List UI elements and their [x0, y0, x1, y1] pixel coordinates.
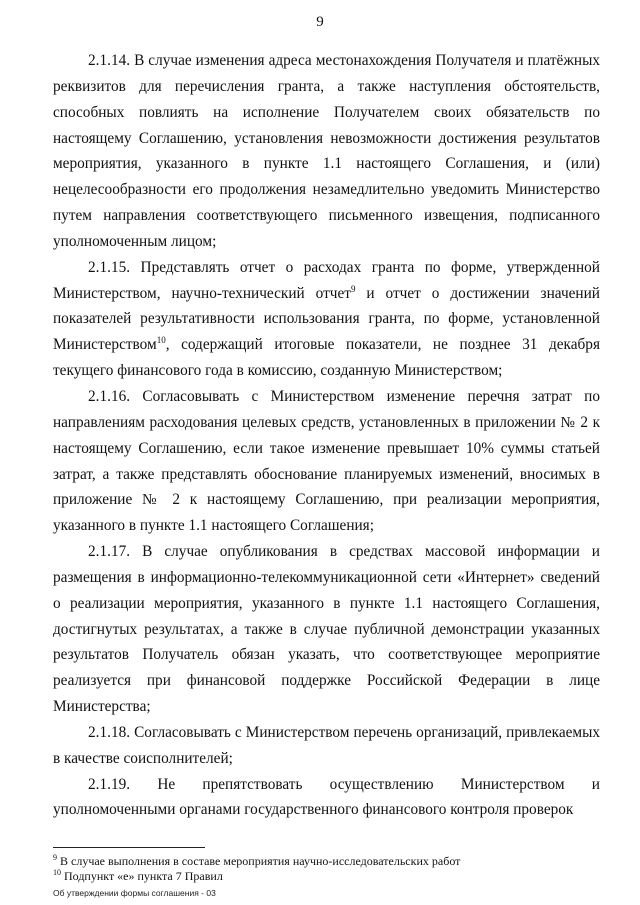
footnotes [53, 854, 600, 884]
footnote-mark: 9 [53, 853, 57, 862]
agreement-text [53, 48, 600, 823]
footnote-mark: 10 [53, 868, 61, 877]
paragraph-text: 2.1.16. Согласовывать с Министерством изменение перечня затрат по направлениям расходования целевых средств, установленных в приложении № 2 к настоящему Соглашению, если такое изменение превышает 10% суммы статьей затрат, а также представлять обоснование планируемых изменений, вносимых в приложение № 2 к настоящему Соглашению, при реализации мероприятия, указанного в пункте 1.1 настоящего Соглашения; [53, 387, 600, 535]
paragraph-text: , содержащий итоговые показатели, не позднее 31 декабря текущего финансового года в комиссию, созданную Министерством; [53, 336, 600, 380]
footnote-ref-10: 10 [156, 335, 166, 346]
paragraph-2-1-18 [53, 720, 600, 772]
paragraph-text: 2.1.18. Согласовывать с Министерством перечень организаций, привлекаемых в качестве соисполнителей; [53, 723, 600, 767]
footnote-10 [53, 869, 600, 884]
footnote-ref-9: 9 [350, 283, 356, 294]
paragraph-text: 2.1.15. Представлять отчет о расходах гранта по форме, утвержденной Министерством, научно-технический отчет [53, 258, 600, 302]
paragraph-text: 2.1.19. Не препятствовать осуществлению Министерством и уполномоченными органами государственного финансового контроля проверок [53, 775, 600, 819]
paragraph-2-1-15 [53, 255, 600, 384]
document-code: Об утверждении формы соглашения - 03 [53, 888, 216, 898]
paragraph-text: 2.1.17. В случае опубликования в средствах массовой информации и размещения в информационно-телекоммуникационной сети «Интернет» сведений о реализации мероприятия, указанного в пункте 1.1 настоящего Соглашения, достигнутых результатах, а также в случае публичной демонстрации указанных результатов Получатель обязан указать, что соответствующее мероприятие реализуется при финансовой поддержке Российской Федерации в лице Министерства; [53, 543, 600, 716]
paragraph-2-1-16 [53, 384, 600, 539]
paragraph-text: и отчет о достижении значений показателей результативности использования гранта, по форме, установленной Министерством [53, 284, 600, 354]
paragraph-2-1-14 [53, 48, 600, 255]
footnote-divider [53, 847, 205, 848]
footnote-text: В случае выполнения в составе мероприятия научно-исследовательских работ [57, 854, 461, 868]
footnote-9 [53, 854, 600, 869]
paragraph-text: 2.1.14. В случае изменения адреса местонахождения Получателя и платёжных реквизитов для перечисления гранта, а также наступления обстоятельств, способных повлиять на исполнение Получателем своих обязательств по настоящему Соглашению, установления невозможности достижения результатов мероприятия, указанного в пункте 1.1 настоящего Соглашения, и (или) нецелесообразности его продолжения незамедлительно уведомить Министерство путем направления соответствующего письменного извещения, подписанного уполномоченным лицом; [53, 52, 600, 250]
paragraph-2-1-17 [53, 539, 600, 720]
page-number: 9 [316, 14, 324, 30]
footnote-text: Подпункт «е» пункта 7 Правил [61, 869, 223, 883]
paragraph-2-1-19 [53, 772, 600, 824]
